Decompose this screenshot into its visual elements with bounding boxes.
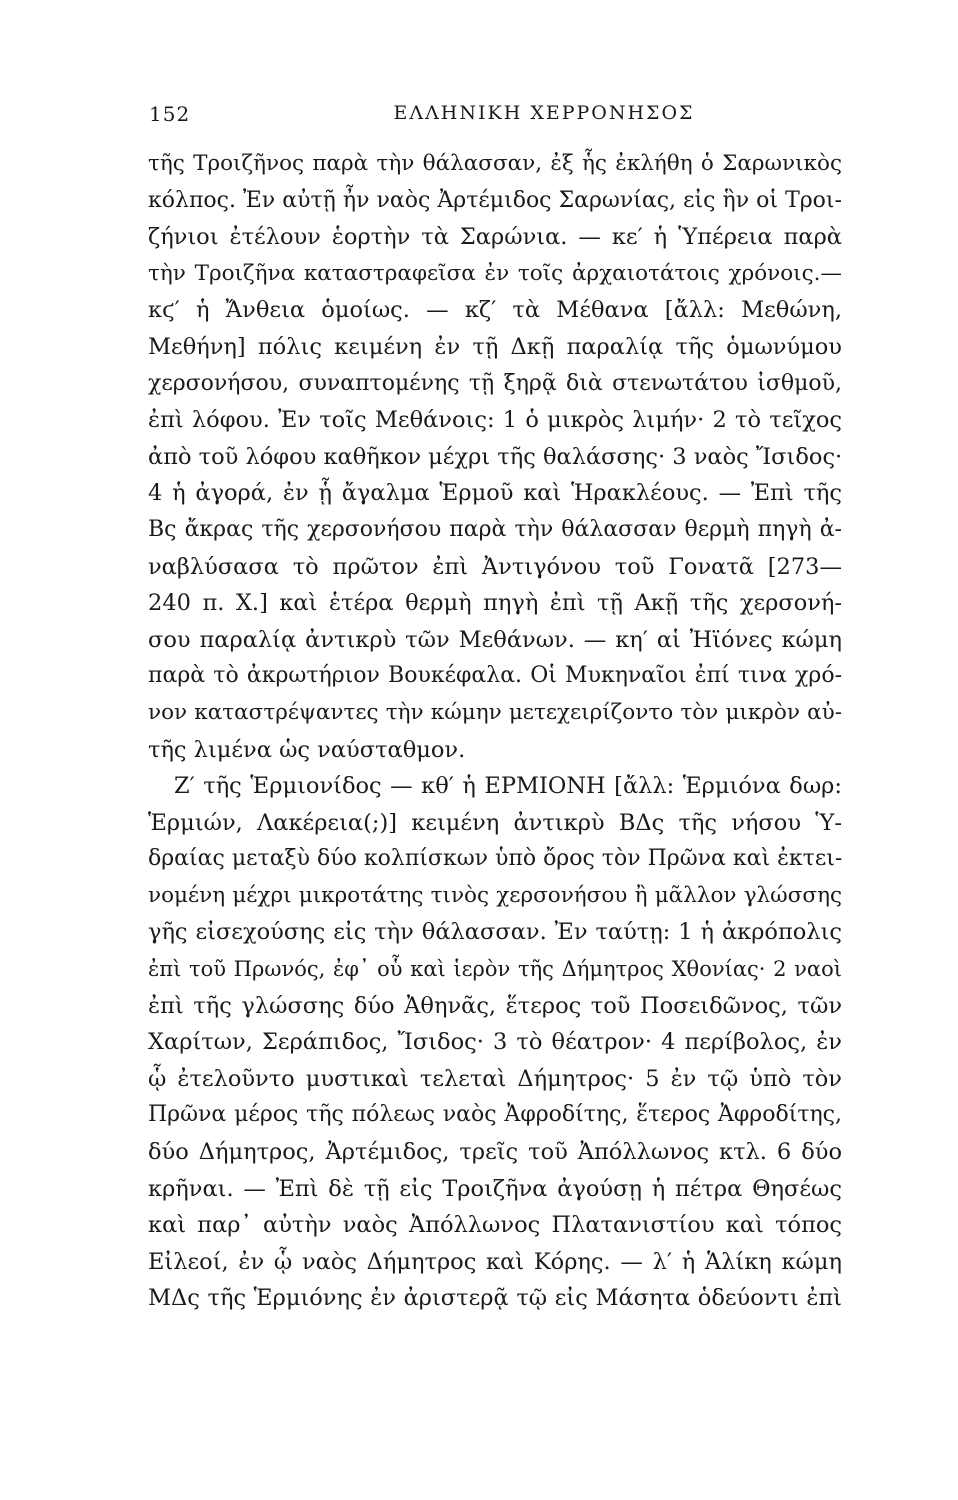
text-line: Πρῶνα μέρος τῆς πόλεως ναὸς Ἀφροδίτης, ἕτερος Ἀφροδίτης,	[148, 1102, 842, 1128]
text-line: κρῆναι. — Ἐπὶ δὲ τῇ εἰς Τροιζῆνα ἀγούσῃ ἡ πέτρα Θησέως	[148, 1175, 842, 1202]
text-line: δύο Δήμητρος, Ἀρτέμιδος, τρεῖς τοῦ Ἀπόλλωνος κτλ. 6 δύο	[148, 1139, 842, 1166]
paragraph-end-line: τῆς λιμένα ὡς ναύσταθμον.	[148, 736, 466, 763]
text-line: κόλπος. Ἐν αὐτῇ ἦν ναὸς Ἀρτέμιδος Σαρωνίας, εἰς ἣν οἱ Τροι-	[148, 187, 842, 213]
text-line: τῆς Τροιζῆνος παρὰ τὴν θάλασσαν, ἐξ ἧς ἐκλήθη ὁ Σαρωνικὸς	[148, 151, 842, 176]
text-line: δραίας μεταξὺ δύο κολπίσκων ὑπὸ ὄρος τὸν Πρῶνα καὶ ἐκτει-	[148, 846, 843, 872]
text-line: χερσονήσου, συναπτομένης τῇ ξηρᾷ διὰ στενωτάτου ἰσθμοῦ,	[148, 370, 842, 396]
text-line: ἐπὶ τῆς γλώσσης δύο Ἀθηνᾶς, ἕτερος τοῦ Ποσειδῶνος, τῶν	[148, 992, 842, 1019]
text-line: ᾧ ἐτελοῦντο μυστικαὶ τελεταὶ Δήμητρος· 5 ἐν τῷ ὑπὸ τὸν	[148, 1065, 842, 1092]
text-line: τὴν Τροιζῆνα καταστραφεῖσα ἐν τοῖς ἀρχαιοτάτοις χρόνοις.—	[148, 260, 842, 286]
text-line: ζήνιοι ἐτέλουν ἑορτὴν τὰ Σαρώνια. — κε′ ἡ Ὑπέρεια παρὰ	[148, 224, 842, 251]
page-number: 152	[149, 102, 191, 126]
paragraph-start-line: Ζ′ τῆς Ἑρμιονίδος — κθ′ ἡ ΕΡΜΙΟΝΗ [ἄλλ: Ἑρμιόνα δωρ:	[174, 773, 842, 800]
text-line: σου παραλίᾳ ἀντικρὺ τῶν Μεθάνων. — κη′ αἱ Ἠϊόνες κώμη	[148, 626, 842, 653]
page-header	[149, 102, 829, 132]
text-line: Βς ἄκρας τῆς χερσονήσου παρὰ τὴν θάλασσαν θερμὴ πηγὴ ἀ-	[148, 516, 842, 542]
text-line: Χαρίτων, Σεράπιδος, Ἴσιδος· 3 τὸ θέατρον· 4 περίβολος, ἐν	[148, 1029, 842, 1056]
text-line: Εἰλεοί, ἐν ᾧ ναὸς Δήμητρος καὶ Κόρης. — λ′ ἡ Ἁλίκη κώμη	[148, 1248, 842, 1275]
text-line: ἐπὶ λόφου. Ἐν τοῖς Μεθάνοις: 1 ὁ μικρὸς λιμήν· 2 τὸ τεῖχος	[148, 407, 842, 434]
text-line: Μεθήνη] πόλις κειμένη ἐν τῇ Δκῇ παραλίᾳ τῆς ὁμωνύμου	[148, 333, 842, 360]
text-line: Ἑρμιών, Λακέρεια(;)] κειμένη ἀντικρὺ ΒΔς τῆς νήσου Ὑ-	[148, 809, 842, 836]
text-line: νομένη μέχρι μικροτάτης τινὸς χερσονήσου ἢ μᾶλλον γλώσσης	[148, 882, 842, 908]
text-line: 240 π. Χ.] καὶ ἑτέρα θερμὴ πηγὴ ἐπὶ τῇ Ακῇ τῆς χερσονή-	[148, 590, 842, 617]
running-title: ΕΛΛΗΝΙΚΗ ΧΕΡΡΟΝΗΣΟΣ	[393, 102, 695, 124]
text-line: ἀπὸ τοῦ λόφου καθῆκον μέχρι τῆς θαλάσσης· 3 ναὸς Ἴσιδος·	[148, 443, 843, 470]
text-line: ΜΔς τῆς Ἑρμιόνης ἐν ἀριστερᾷ τῷ εἰς Μάσητα ὁδεύοντι ἐπὶ	[148, 1285, 842, 1312]
text-line: καὶ παρ᾽ αὐτὴν ναὸς Ἀπόλλωνος Πλατανιστίου καὶ τόπος	[148, 1212, 842, 1239]
text-line: ναβλύσασα τὸ πρῶτον ἐπὶ Ἀντιγόνου τοῦ Γονατᾶ [273—	[148, 553, 842, 580]
text-line: 4 ἡ ἀγορά, ἐν ᾗ ἄγαλμα Ἑρμοῦ καὶ Ἡρακλέους. — Ἐπὶ τῆς	[148, 480, 842, 507]
text-line: παρὰ τὸ ἀκρωτήριον Βουκέφαλα. Οἱ Μυκηναῖοι ἐπί τινα χρό-	[148, 663, 842, 689]
text-line: κϛ′ ἡ Ἄνθεια ὁμοίως. — κζ′ τὰ Μέθανα [ἄλλ: Μεθώνη,	[148, 297, 842, 324]
text-line: νον καταστρέψαντες τὴν κώμην μετεχειρίζοντο τὸν μικρὸν αὐ-	[148, 699, 842, 725]
text-line: ἐπὶ τοῦ Πρωνός, ἐφ᾽ οὗ καὶ ἱερὸν τῆς Δήμητρος Χθονίας· 2 ναοὶ	[148, 957, 842, 982]
body-text	[148, 146, 842, 1317]
text-line: γῆς εἰσεχούσης εἰς τὴν θάλασσαν. Ἐν ταύτῃ: 1 ἡ ἀκρόπολις	[148, 919, 842, 946]
